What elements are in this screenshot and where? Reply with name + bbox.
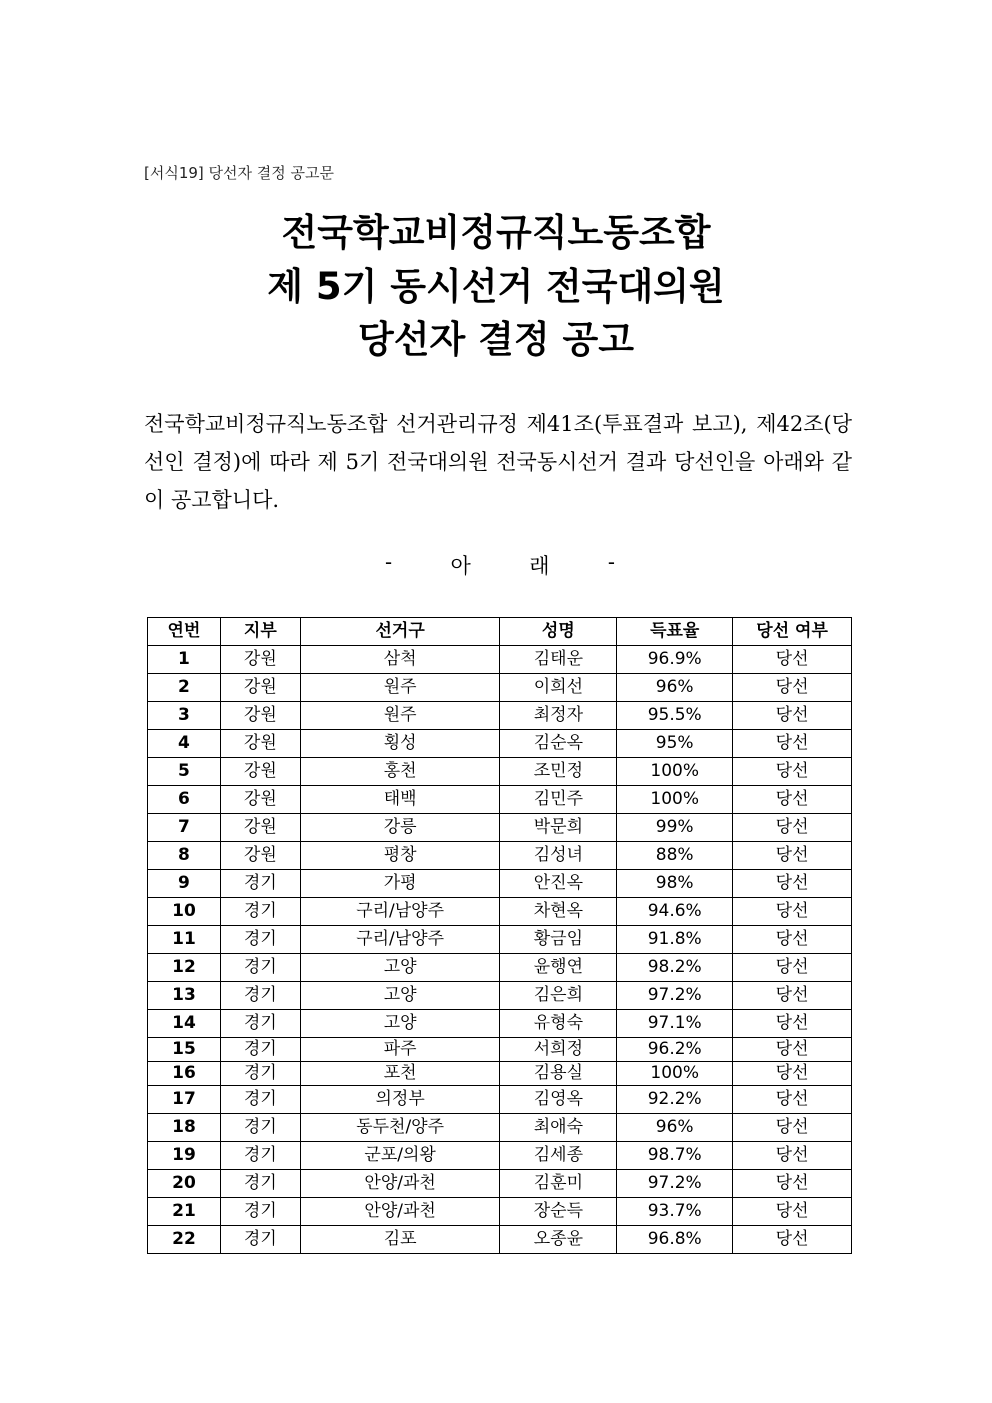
table-row — [148, 1170, 852, 1198]
cell-elected: 당선 — [733, 982, 852, 1010]
cell-vote-rate: 98.2% — [617, 954, 733, 982]
cell-elected: 당선 — [733, 1142, 852, 1170]
title-line-1: 전국학교비정규직노동조합 — [281, 211, 711, 254]
cell-branch: 경기 — [220, 898, 300, 926]
cell-branch: 경기 — [220, 1114, 300, 1142]
cell-elected: 당선 — [733, 926, 852, 954]
cell-elected: 당선 — [733, 730, 852, 758]
cell-district: 안양/과천 — [300, 1198, 500, 1226]
cell-elected: 당선 — [733, 1086, 852, 1114]
cell-branch: 경기 — [220, 870, 300, 898]
cell-branch: 경기 — [220, 1226, 300, 1254]
table-row — [148, 842, 852, 870]
cell-name: 윤행연 — [500, 954, 617, 982]
cell-vote-rate: 88% — [617, 842, 733, 870]
cell-district: 삼척 — [300, 646, 500, 674]
cell-district: 김포 — [300, 1226, 500, 1254]
dash-left: - — [385, 550, 393, 574]
cell-branch: 경기 — [220, 1038, 300, 1062]
cell-branch: 강원 — [220, 702, 300, 730]
table-row — [148, 1010, 852, 1038]
cell-branch: 경기 — [220, 1062, 300, 1086]
cell-vote-rate: 94.6% — [617, 898, 733, 926]
cell-branch: 경기 — [220, 926, 300, 954]
cell-number: 1 — [148, 646, 221, 674]
header-name: 성명 — [500, 618, 617, 646]
cell-number: 11 — [148, 926, 221, 954]
cell-number: 7 — [148, 814, 221, 842]
table-row — [148, 1226, 852, 1254]
table-row — [148, 982, 852, 1010]
cell-vote-rate: 96% — [617, 1114, 733, 1142]
cell-district: 의정부 — [300, 1086, 500, 1114]
cell-number: 21 — [148, 1198, 221, 1226]
table-row — [148, 758, 852, 786]
cell-vote-rate: 100% — [617, 1062, 733, 1086]
cell-vote-rate: 96.2% — [617, 1038, 733, 1062]
table-row — [148, 1198, 852, 1226]
table-row — [148, 1062, 852, 1086]
cell-name: 최애숙 — [500, 1114, 617, 1142]
below-char-rae: 래 — [529, 554, 550, 578]
cell-number: 9 — [148, 870, 221, 898]
cell-branch: 경기 — [220, 1142, 300, 1170]
results-table — [147, 617, 852, 1254]
cell-district: 파주 — [300, 1038, 500, 1062]
cell-district: 구리/남양주 — [300, 898, 500, 926]
cell-vote-rate: 95% — [617, 730, 733, 758]
cell-elected: 당선 — [733, 786, 852, 814]
cell-district: 구리/남양주 — [300, 926, 500, 954]
cell-number: 3 — [148, 702, 221, 730]
cell-name: 김은희 — [500, 982, 617, 1010]
table-row — [148, 1142, 852, 1170]
cell-name: 김순옥 — [500, 730, 617, 758]
cell-branch: 경기 — [220, 1010, 300, 1038]
cell-vote-rate: 96.9% — [617, 646, 733, 674]
cell-name: 이희선 — [500, 674, 617, 702]
cell-elected: 당선 — [733, 1226, 852, 1254]
cell-number: 6 — [148, 786, 221, 814]
cell-number: 13 — [148, 982, 221, 1010]
cell-vote-rate: 96% — [617, 674, 733, 702]
cell-name: 차현옥 — [500, 898, 617, 926]
cell-elected: 당선 — [733, 954, 852, 982]
cell-vote-rate: 98.7% — [617, 1142, 733, 1170]
cell-number: 10 — [148, 898, 221, 926]
table-row — [148, 674, 852, 702]
table-row — [148, 954, 852, 982]
cell-branch: 강원 — [220, 758, 300, 786]
cell-district: 고양 — [300, 982, 500, 1010]
cell-name: 황금임 — [500, 926, 617, 954]
cell-elected: 당선 — [733, 646, 852, 674]
header-number: 연번 — [148, 618, 221, 646]
cell-elected: 당선 — [733, 898, 852, 926]
cell-vote-rate: 97.2% — [617, 1170, 733, 1198]
cell-district: 포천 — [300, 1062, 500, 1086]
header-elected: 당선 여부 — [733, 618, 852, 646]
cell-branch: 경기 — [220, 982, 300, 1010]
cell-vote-rate: 95.5% — [617, 702, 733, 730]
cell-branch: 경기 — [220, 1170, 300, 1198]
cell-district: 횡성 — [300, 730, 500, 758]
cell-name: 김민주 — [500, 786, 617, 814]
table-row — [148, 870, 852, 898]
cell-name: 김세종 — [500, 1142, 617, 1170]
cell-vote-rate: 96.8% — [617, 1226, 733, 1254]
cell-name: 유형숙 — [500, 1010, 617, 1038]
title-line-3: 당선자 결정 공고 — [358, 318, 634, 361]
results-body — [148, 646, 852, 1254]
cell-number: 14 — [148, 1010, 221, 1038]
cell-name: 안진옥 — [500, 870, 617, 898]
cell-elected: 당선 — [733, 1170, 852, 1198]
cell-elected: 당선 — [733, 1114, 852, 1142]
cell-number: 8 — [148, 842, 221, 870]
cell-number: 18 — [148, 1114, 221, 1142]
cell-district: 고양 — [300, 954, 500, 982]
cell-elected: 당선 — [733, 674, 852, 702]
cell-district: 원주 — [300, 702, 500, 730]
cell-district: 평창 — [300, 842, 500, 870]
cell-district: 태백 — [300, 786, 500, 814]
cell-number: 17 — [148, 1086, 221, 1114]
cell-number: 15 — [148, 1038, 221, 1062]
cell-name: 오종윤 — [500, 1226, 617, 1254]
cell-vote-rate: 98% — [617, 870, 733, 898]
table-row — [148, 898, 852, 926]
table-row — [148, 1086, 852, 1114]
cell-branch: 강원 — [220, 786, 300, 814]
cell-branch: 경기 — [220, 1086, 300, 1114]
cell-elected: 당선 — [733, 814, 852, 842]
cell-number: 22 — [148, 1226, 221, 1254]
cell-branch: 경기 — [220, 954, 300, 982]
cell-district: 원주 — [300, 674, 500, 702]
cell-vote-rate: 100% — [617, 758, 733, 786]
header-vote-rate: 득표율 — [617, 618, 733, 646]
cell-vote-rate: 93.7% — [617, 1198, 733, 1226]
cell-number: 12 — [148, 954, 221, 982]
cell-name: 김태운 — [500, 646, 617, 674]
cell-elected: 당선 — [733, 1198, 852, 1226]
cell-name: 서희정 — [500, 1038, 617, 1062]
cell-district: 동두천/양주 — [300, 1114, 500, 1142]
table-row — [148, 1038, 852, 1062]
cell-branch: 강원 — [220, 646, 300, 674]
cell-name: 최정자 — [500, 702, 617, 730]
cell-elected: 당선 — [733, 1038, 852, 1062]
cell-name: 김성녀 — [500, 842, 617, 870]
cell-name: 김용실 — [500, 1062, 617, 1086]
cell-elected: 당선 — [733, 1010, 852, 1038]
header-branch: 지부 — [220, 618, 300, 646]
table-row — [148, 814, 852, 842]
cell-elected: 당선 — [733, 758, 852, 786]
announcement-text: 전국학교비정규직노동조합 선거관리규정 제41조(투표결과 보고), 제42조(당선인 결정)에 따라 제 5기 전국대의원 전국동시선거 결과 당선인을 아래와 같이 공고합니다. — [144, 412, 852, 512]
form-label: [서식19] 당선자 결정 공고문 — [144, 164, 334, 182]
cell-district: 홍천 — [300, 758, 500, 786]
cell-elected: 당선 — [733, 842, 852, 870]
cell-district: 강릉 — [300, 814, 500, 842]
cell-branch: 강원 — [220, 730, 300, 758]
cell-district: 가평 — [300, 870, 500, 898]
cell-number: 16 — [148, 1062, 221, 1086]
cell-vote-rate: 99% — [617, 814, 733, 842]
below-heading — [385, 550, 615, 580]
cell-vote-rate: 100% — [617, 786, 733, 814]
cell-number: 5 — [148, 758, 221, 786]
cell-district: 군포/의왕 — [300, 1142, 500, 1170]
cell-name: 장순득 — [500, 1198, 617, 1226]
cell-branch: 강원 — [220, 814, 300, 842]
cell-name: 김영옥 — [500, 1086, 617, 1114]
table-row — [148, 786, 852, 814]
cell-vote-rate: 97.2% — [617, 982, 733, 1010]
table-row — [148, 646, 852, 674]
cell-number: 2 — [148, 674, 221, 702]
cell-number: 19 — [148, 1142, 221, 1170]
table-row — [148, 926, 852, 954]
cell-name: 조민정 — [500, 758, 617, 786]
header-district: 선거구 — [300, 618, 500, 646]
cell-vote-rate: 91.8% — [617, 926, 733, 954]
cell-vote-rate: 97.1% — [617, 1010, 733, 1038]
cell-branch: 강원 — [220, 842, 300, 870]
table-row — [148, 1114, 852, 1142]
cell-name: 박문희 — [500, 814, 617, 842]
cell-number: 20 — [148, 1170, 221, 1198]
cell-elected: 당선 — [733, 870, 852, 898]
cell-vote-rate: 92.2% — [617, 1086, 733, 1114]
cell-branch: 강원 — [220, 674, 300, 702]
table-row — [148, 702, 852, 730]
cell-district: 안양/과천 — [300, 1170, 500, 1198]
below-char-a: 아 — [450, 554, 471, 578]
table-row — [148, 730, 852, 758]
cell-district: 고양 — [300, 1010, 500, 1038]
table-header-row — [148, 618, 852, 646]
cell-name: 김훈미 — [500, 1170, 617, 1198]
cell-elected: 당선 — [733, 1062, 852, 1086]
cell-elected: 당선 — [733, 702, 852, 730]
dash-right: - — [607, 550, 615, 574]
title-line-2: 제 5기 동시선거 전국대의원 — [267, 265, 725, 308]
cell-number: 4 — [148, 730, 221, 758]
cell-branch: 경기 — [220, 1198, 300, 1226]
